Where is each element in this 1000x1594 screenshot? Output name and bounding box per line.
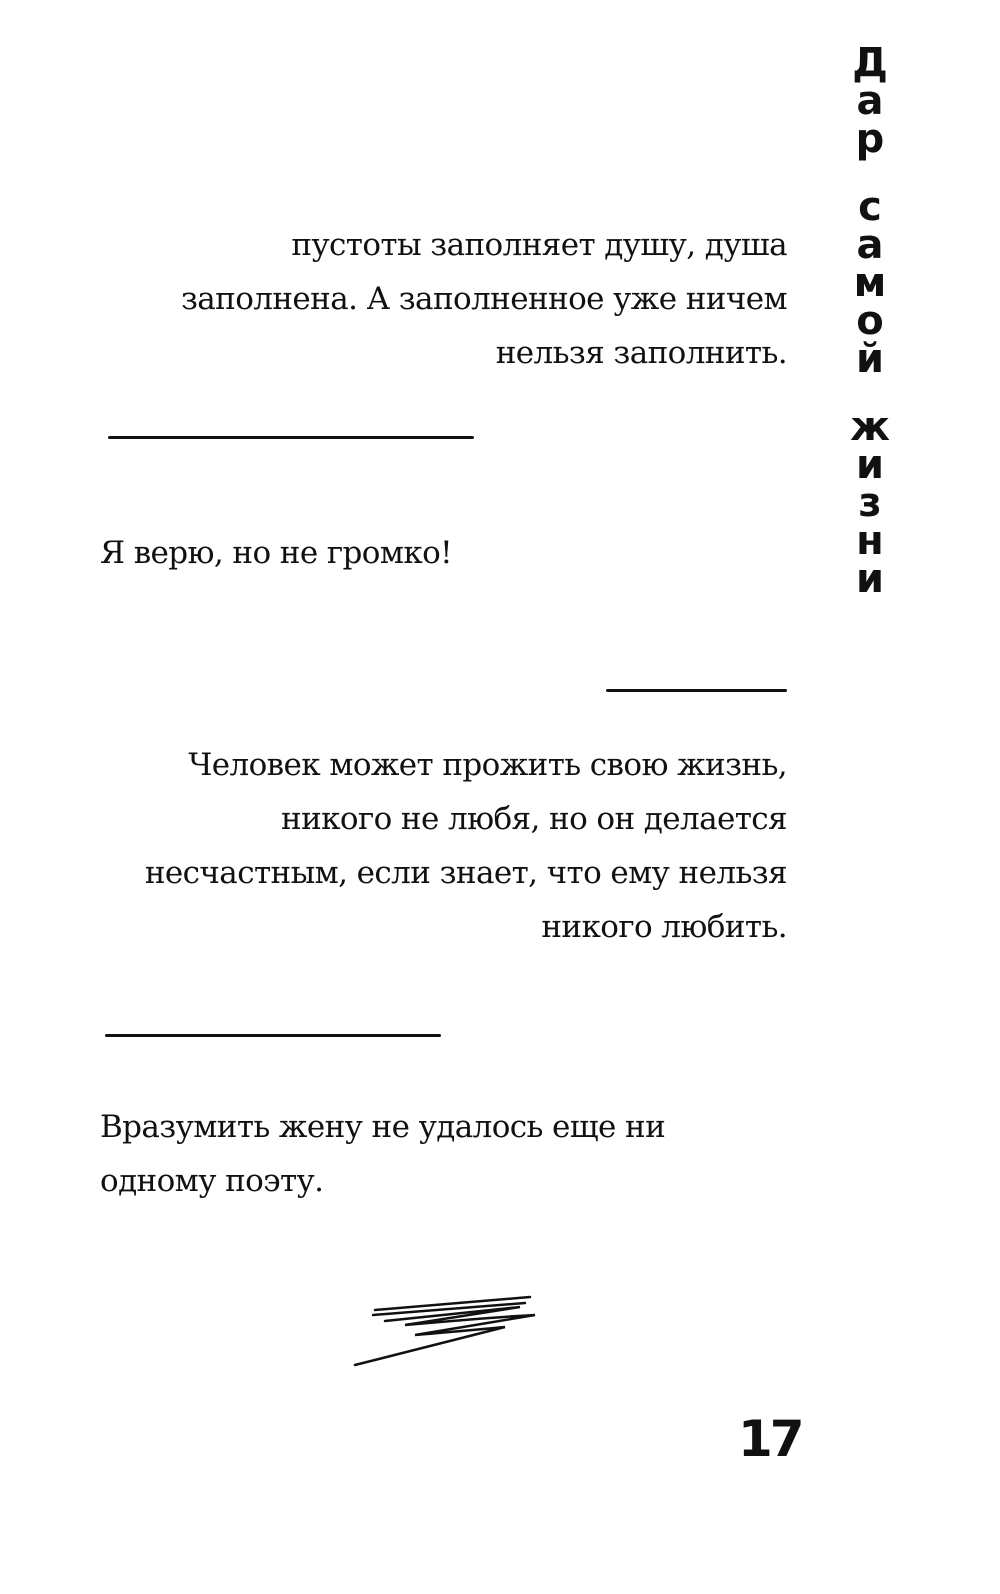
page-number: 17 [738, 1410, 802, 1468]
title-letter: а [856, 222, 884, 268]
title-letter: н [856, 518, 884, 564]
text-line: нельзя заполнить. [495, 335, 787, 371]
title-letter: р [855, 116, 885, 162]
quote-continuation [181, 218, 787, 380]
title-letter: с [858, 184, 882, 230]
text-line: никого любить. [541, 909, 787, 945]
title-letter: Д [852, 40, 888, 86]
title-letter: ж [850, 404, 890, 450]
text-line: Я верю, но не громко! [100, 535, 453, 571]
title-letter: и [855, 442, 885, 488]
text-line: никого не любя, но он делается [281, 801, 787, 837]
text-line: заполнена. А заполненное уже ничем [180, 281, 787, 317]
divider-rule [108, 436, 474, 439]
title-letter: и [855, 556, 885, 602]
text-line: одному поэту. [100, 1163, 324, 1199]
title-letter: з [858, 480, 882, 526]
scribble-ornament [345, 1285, 545, 1375]
divider-rule [105, 1034, 441, 1037]
quote-believe [100, 526, 452, 580]
text-line: пустоты заполняет душу, душа [291, 227, 787, 263]
divider-rule [606, 689, 787, 692]
quote-poet [100, 1100, 665, 1208]
text-line: несчастным, если знает, что ему нельзя [144, 855, 787, 891]
quote-love [145, 738, 787, 954]
title-letter: а [856, 78, 884, 124]
running-title-vertical [845, 40, 895, 602]
text-line: Человек может прожить свою жизнь, [188, 747, 787, 783]
title-letter: м [853, 260, 887, 306]
title-letter: й [855, 336, 885, 382]
text-line: Вразумить жену не удалось еще ни [100, 1109, 666, 1145]
title-letter: о [856, 298, 884, 344]
